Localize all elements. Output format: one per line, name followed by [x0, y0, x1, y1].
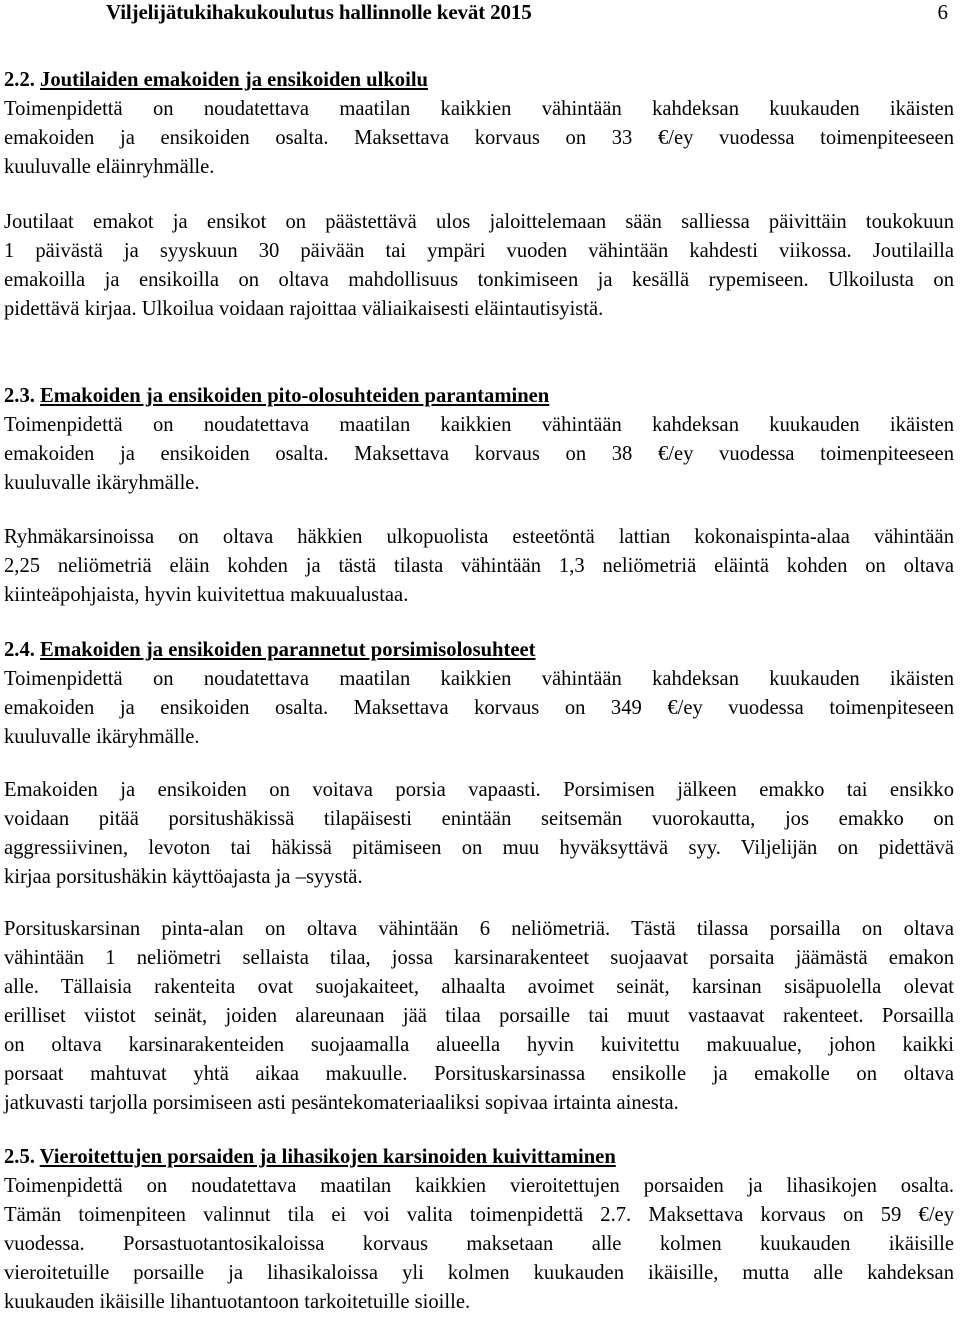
paragraph-line: Toimenpidettä on noudatettava maatilan kaikkien vähintään kahdeksan kuukauden ikäisten	[4, 414, 954, 436]
paragraph-line: Emakoiden ja ensikoiden on voitava porsia vapaasti. Porsimisen jälkeen emakko tai ensikko	[4, 779, 954, 801]
paragraph-line: Toimenpidettä on noudatettava maatilan kaikkien vähintään kahdeksan kuukauden ikäisten	[4, 668, 954, 690]
paragraph	[4, 915, 954, 1118]
paragraph-line: Joutilaat emakot ja ensikot on päästettävä ulos jaloittelemaan sään salliessa päivittäin toukokuun	[4, 211, 954, 233]
paragraph-line: kuuluvalle eläinryhmälle.	[4, 156, 215, 178]
paragraph-line: Porsituskarsinan pinta-alan on oltava vähintään 6 neliömetriä. Tästä tilassa porsailla on oltava	[4, 918, 954, 940]
paragraph-line: emakoiden ja ensikoiden osalta. Maksettava korvaus on 33 €/ey vuodessa toimenpiteeseen	[4, 127, 954, 149]
paragraph-line: 1 päivästä ja syyskuun 30 päivään tai ympäri vuoden vähintään kahdesti viikossa. Joutilailla	[4, 240, 954, 262]
paragraph-line: erilliset viistot seinät, joiden alareunaan jää tilaa porsaille tai muut vastaavat rakenteet. Porsailla	[4, 1005, 954, 1027]
paragraph-line: emakoiden ja ensikoiden osalta. Maksettava korvaus on 349 €/ey vuodessa toimenpiteseen	[4, 697, 954, 719]
section-2-2	[4, 66, 954, 182]
paragraph-line: voidaan pitää porsitushäkissä tilapäisesti enintään seitsemän vuorokautta, jos emakko on	[4, 808, 954, 830]
paragraph	[4, 776, 954, 892]
paragraph-line: kiinteäpohjaista, hyvin kuivitettua makuualustaa.	[4, 584, 409, 606]
section-2-4	[4, 636, 954, 752]
paragraph-line: vähintään 1 neliömetri sellaista tilaa, jossa karsinarakenteet suojaavat porsaita jäämästä emakon	[4, 947, 954, 969]
paragraph-line: 2,25 neliömetriä eläin kohden ja tästä tilasta vähintään 1,3 neliömetriä eläintä kohden on oltava	[4, 555, 954, 577]
section-heading: 2.2. Joutilaiden emakoiden ja ensikoiden ulkoilu	[4, 69, 428, 91]
paragraph-line: Toimenpidettä on noudatettava maatilan kaikkien vieroitettujen porsaiden ja lihasikojen osalta.	[4, 1175, 954, 1197]
paragraph-line: jatkuvasti tarjolla porsimiseen asti pesäntekomateriaaliksi sopivaa irtainta ainesta.	[4, 1092, 679, 1114]
paragraph-line: kuuluvalle ikäryhmälle.	[4, 726, 200, 748]
page-header	[4, 0, 954, 34]
section-heading: 2.3. Emakoiden ja ensikoiden pito-olosuhteiden parantaminen	[4, 385, 550, 407]
paragraph-line: emakoiden ja ensikoiden osalta. Maksettava korvaus on 38 €/ey vuodessa toimenpiteeseen	[4, 443, 954, 465]
paragraph-line: kirjaa porsitushäkin käyttöajasta ja –syystä.	[4, 866, 363, 888]
paragraph-line: vieroitetuille porsaille ja lihasikaloissa yli kolmen kuukauden ikäisille, mutta alle kahdeksan	[4, 1262, 954, 1284]
paragraph-line: alle. Tällaisia rakenteita ovat suojakaiteet, alhaalta avoimet seinät, karsinan sisäpuolella olevat	[4, 976, 954, 998]
paragraph-line: Toimenpidettä on noudatettava maatilan kaikkien vähintään kahdeksan kuukauden ikäisten	[4, 98, 954, 120]
paragraph-line: vuodessa. Porsastuotantosikaloissa korvaus maksetaan alle kolmen kuukauden ikäisille	[4, 1233, 954, 1255]
paragraph	[4, 523, 954, 610]
paragraph	[4, 208, 954, 324]
paragraph-line: Ryhmäkarsinoissa on oltava häkkien ulkopuolista esteetöntä lattian kokonaispinta-alaa vähintään	[4, 526, 954, 548]
section-heading: 2.5. Vieroitettujen porsaiden ja lihasikojen karsinoiden kuivittaminen	[4, 1146, 616, 1168]
paragraph-line: kuuluvalle ikäryhmälle.	[4, 472, 200, 494]
header-title: Viljelijätukihakukoulutus hallinnolle kevät 2015	[106, 0, 532, 24]
section-2-3	[4, 382, 954, 498]
paragraph-line: pidettävä kirjaa. Ulkoilua voidaan rajoittaa väliaikaisesti eläintautisyistä.	[4, 298, 604, 320]
paragraph-line: emakoilla ja ensikoilla on oltava mahdollisuus tonkimiseen ja kesällä rypemiseen. Ulkoilusta on	[4, 269, 954, 291]
section-2-5	[4, 1143, 954, 1317]
paragraph-line: kuukauden ikäisille lihantuotantoon tarkoitetuille sioille.	[4, 1291, 471, 1313]
paragraph-line: on oltava karsinarakenteiden suojaamalla alueella hyvin kuivitettu makuualue, johon kaikki	[4, 1034, 954, 1056]
section-heading: 2.4. Emakoiden ja ensikoiden parannetut porsimisolosuhteet	[4, 639, 536, 661]
paragraph-line: aggressiivinen, levoton tai häkissä pitämiseen on muu hyväksyttävä syy. Viljelijän on pidettävä	[4, 837, 954, 859]
paragraph-line: porsaat mahtuvat yhtä aikaa makuulle. Porsituskarsinassa ensikolle ja emakolle on oltava	[4, 1063, 954, 1085]
page-number: 6	[937, 0, 948, 24]
paragraph-line: Tämän toimenpiteen valinnut tila ei voi valita toimenpidettä 2.7. Maksettava korvaus on 59 €/ey	[4, 1204, 954, 1226]
